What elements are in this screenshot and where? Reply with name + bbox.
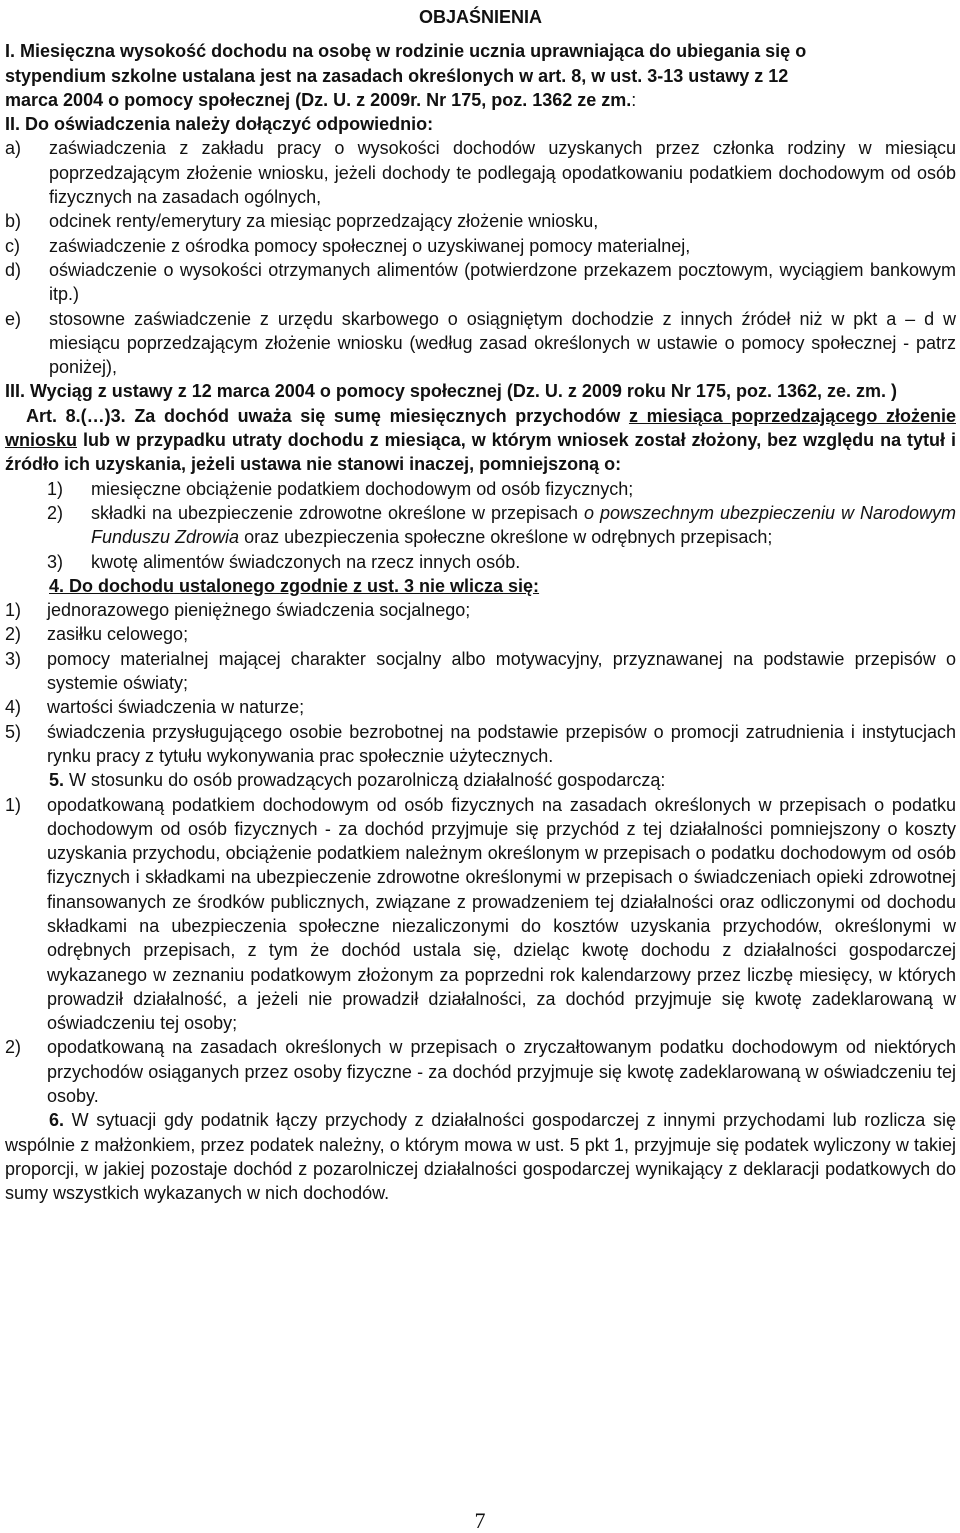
list-item-text: opodatkowaną podatkiem dochodowym od osób fizycznych na zasadach określonych w przepisach o podatku dochodowym od osób fizycznych - za dochód przyjmuje się przychód z tej działalności pomniejszony o koszty uzyskania przychodu, obciążenie podatkiem należnym określonym w przepisach o podatku dochodowym od osób fizycznych i składkami na ubezpieczenie zdrowotne określonymi w przepisach o świadczeniach opieki zdrowotnej finansowanych ze środków publicznych, związane z prowadzeniem tej działalności oraz odliczonymi od dochodu składkami na ubezpieczenia społeczne niezaliczonymi do kosztów uzyskania przychodów, określonymi w odrębnych przepisach, z tym że dochód ustala się, dzieląc kwotę dochodu z działalności gospodarczej wykazanego w zeznaniu podatkowym złożonym za poprzedni rok kalendarzowy przez liczbę miesięcy, w których prowadził działalność, a jeżeli nie prowadził działalności, za dochód przyjmuje się kwotę zadeklarowaną w oświadczeniu tej osoby; [47, 794, 956, 1034]
list-marker: 1) [47, 478, 64, 499]
paragraph-6-text: W sytuacji gdy podatnik łączy przychody z działalności gospodarczej z innymi przychodami lub rozlicza się wspólnie z małżonkiem, przez podatek należny, o którym mowa w ust. 5 pkt 1, przyjmuje się podatek wyliczony w takiej proporcji, w jakiej pozostaje dochód z pozarolniczej działalności gospodarczej wynikający z deklaracji podatkowych do sumy wszystkich wykazanych w nich dochodów. [5, 1110, 956, 1204]
list-marker: c) [5, 235, 20, 256]
section-1-line-3 [5, 88, 956, 112]
paragraph-4-heading: 4. Do dochodu ustalonego zgodnie z ust. 3 nie wlicza się: [49, 575, 540, 596]
list-item-text: stosowne zaświadczenie z urzędu skarbowego o osiągniętym dochodzie z innych źródeł niż w pkt a – d w miesiącu poprzedzającym złożenie wniosku (według zasad określonych w ustawie o pomocy społecznej - patrz poniżej), [49, 308, 956, 378]
section-3-heading: III. Wyciąg z ustawy z 12 marca 2004 o pomocy społecznej (Dz. U. z 2009 roku Nr 175, poz. 1362, ze. zm. ) [5, 381, 898, 402]
list-item [5, 695, 956, 719]
list-marker: 2) [5, 1037, 22, 1058]
list-item-text: pomocy materialnej mającej charakter socjalny albo motywacyjny, przyznawanej na podstawie przepisów o systemie oświaty; [47, 648, 956, 694]
list-item-text [91, 501, 956, 550]
list-item [47, 501, 956, 550]
list-item [5, 598, 956, 622]
list-item [5, 622, 956, 646]
list-marker: 1) [5, 794, 22, 815]
list-marker: 2) [5, 624, 22, 645]
list-marker: b) [5, 211, 22, 232]
list-item-text: zaświadczenie z ośrodka pomocy społecznej o uzyskiwanej pomocy materialnej, [49, 235, 691, 256]
list-marker: 1) [5, 600, 22, 621]
document-page [5, 5, 956, 1206]
list-item-text: odcinek renty/emerytury za miesiąc poprzedzający złożenie wniosku, [49, 211, 599, 232]
attachments-list [5, 136, 956, 379]
list-item [5, 647, 956, 696]
list-item [5, 234, 956, 258]
page-title: OBJAŚNIENIA [418, 7, 543, 27]
list-marker: 5) [5, 721, 22, 742]
list-item [5, 136, 956, 209]
list-item [5, 1035, 956, 1108]
section-2-heading: II. Do oświadczenia należy dołączyć odpowiednio: [5, 114, 434, 135]
list-item-text: miesięczne obciążenie podatkiem dochodowym od osób fizycznych; [91, 478, 634, 499]
list-item [47, 477, 956, 501]
list-item [5, 307, 956, 380]
list-item-text-italic: o powszechnym ubezpieczeniu w Narodowym Funduszu Zdrowia [91, 502, 956, 548]
list-item-text: opodatkowaną na zasadach określonych w przepisach o zryczałtowanym podatku dochodowym od niektórych przychodów osiąganych przez osoby fizyczne - za dochód przyjmuje się kwotę zadeklarowaną w oświadczeniu tej osoby. [47, 1037, 956, 1107]
article-text-a: Za dochód uważa się sumę miesięcznych przychodów [134, 405, 621, 426]
deductions-list [5, 477, 956, 574]
paragraph-5 [5, 768, 956, 792]
list-item-text: jednorazowego pieniężnego świadczenia socjalnego; [47, 600, 471, 621]
section-1-line-3-text: marca 2004 o pomocy społecznej (Dz. U. z 2009r. Nr 175, poz. 1362 ze zm. [5, 89, 632, 110]
paragraph-5-number: 5. [49, 770, 65, 791]
business-income-list [5, 793, 956, 1109]
list-item [5, 793, 956, 1036]
page-number: 7 [474, 1508, 486, 1533]
list-marker: 3) [5, 648, 22, 669]
list-item-text: oświadczenie o wysokości otrzymanych alimentów (potwierdzone przekazem pocztowym, wyciągiem bankowym itp.) [49, 259, 956, 305]
list-marker: 3) [47, 551, 64, 572]
section-1-line-1: I. Miesięczna wysokość dochodu na osobę w rodzinie ucznia uprawniająca do ubiegania się o [5, 41, 807, 62]
paragraph-5-text: W stosunku do osób prowadzących pozarolniczą działalność gospodarczą: [69, 770, 666, 791]
list-item [5, 720, 956, 769]
list-marker: 4) [5, 697, 22, 718]
excluded-income-list [5, 598, 956, 768]
list-item-text: kwotę alimentów świadczonych na rzecz innych osób. [91, 551, 521, 572]
list-item-text: zasiłku celowego; [47, 624, 189, 645]
article-text-b: lub w przypadku utraty dochodu z miesiąca, w którym wniosek został złożony, bez względu na tytuł i źródło ich uzyskania, jeżeli ustawa nie stanowi inaczej, pomniejszoną o: [5, 430, 956, 475]
list-item-text-b: oraz ubezpieczenia społeczne określone w odrębnych przepisach; [244, 527, 773, 548]
list-marker: 2) [47, 502, 64, 523]
article-text-underlined: z miesiąca poprzedzającego złożenie wniosku [5, 405, 956, 451]
list-marker: e) [5, 308, 22, 329]
paragraph-6-number: 6. [49, 1110, 65, 1131]
article-label: Art. 8.(…)3. [26, 405, 126, 426]
section-1-line-2: stypendium szkolne ustalana jest na zasadach określonych w art. 8, w ust. 3-13 ustawy z 12 [5, 65, 789, 86]
list-item-text: wartości świadczenia w naturze; [47, 697, 305, 718]
list-item-text: świadczenia przysługującego osobie bezrobotnej na podstawie przepisów o promocji zatrudnienia i instytucjach rynku pracy z tytułu wykonywania prac społecznie użytecznych. [47, 721, 956, 766]
list-item [47, 550, 956, 574]
list-item [5, 258, 956, 307]
list-item-text: zaświadczenia z zakładu pracy o wysokości dochodów uzyskanych przez członka rodziny w miesiącu poprzedzającym złożenie wniosku, jeżeli dochody te podlegają opodatkowaniu podatkiem dochodowym od osób fizycznych na zasadach ogólnych, [49, 138, 956, 208]
list-item [5, 209, 956, 233]
paragraph-6 [5, 1108, 956, 1205]
section-1-colon: : [631, 89, 637, 110]
article-8-paragraph-3 [5, 404, 956, 477]
list-marker: d) [5, 259, 22, 280]
list-item-text-a: składki na ubezpieczenie zdrowotne określone w przepisach [91, 502, 579, 523]
list-marker: a) [5, 138, 22, 159]
